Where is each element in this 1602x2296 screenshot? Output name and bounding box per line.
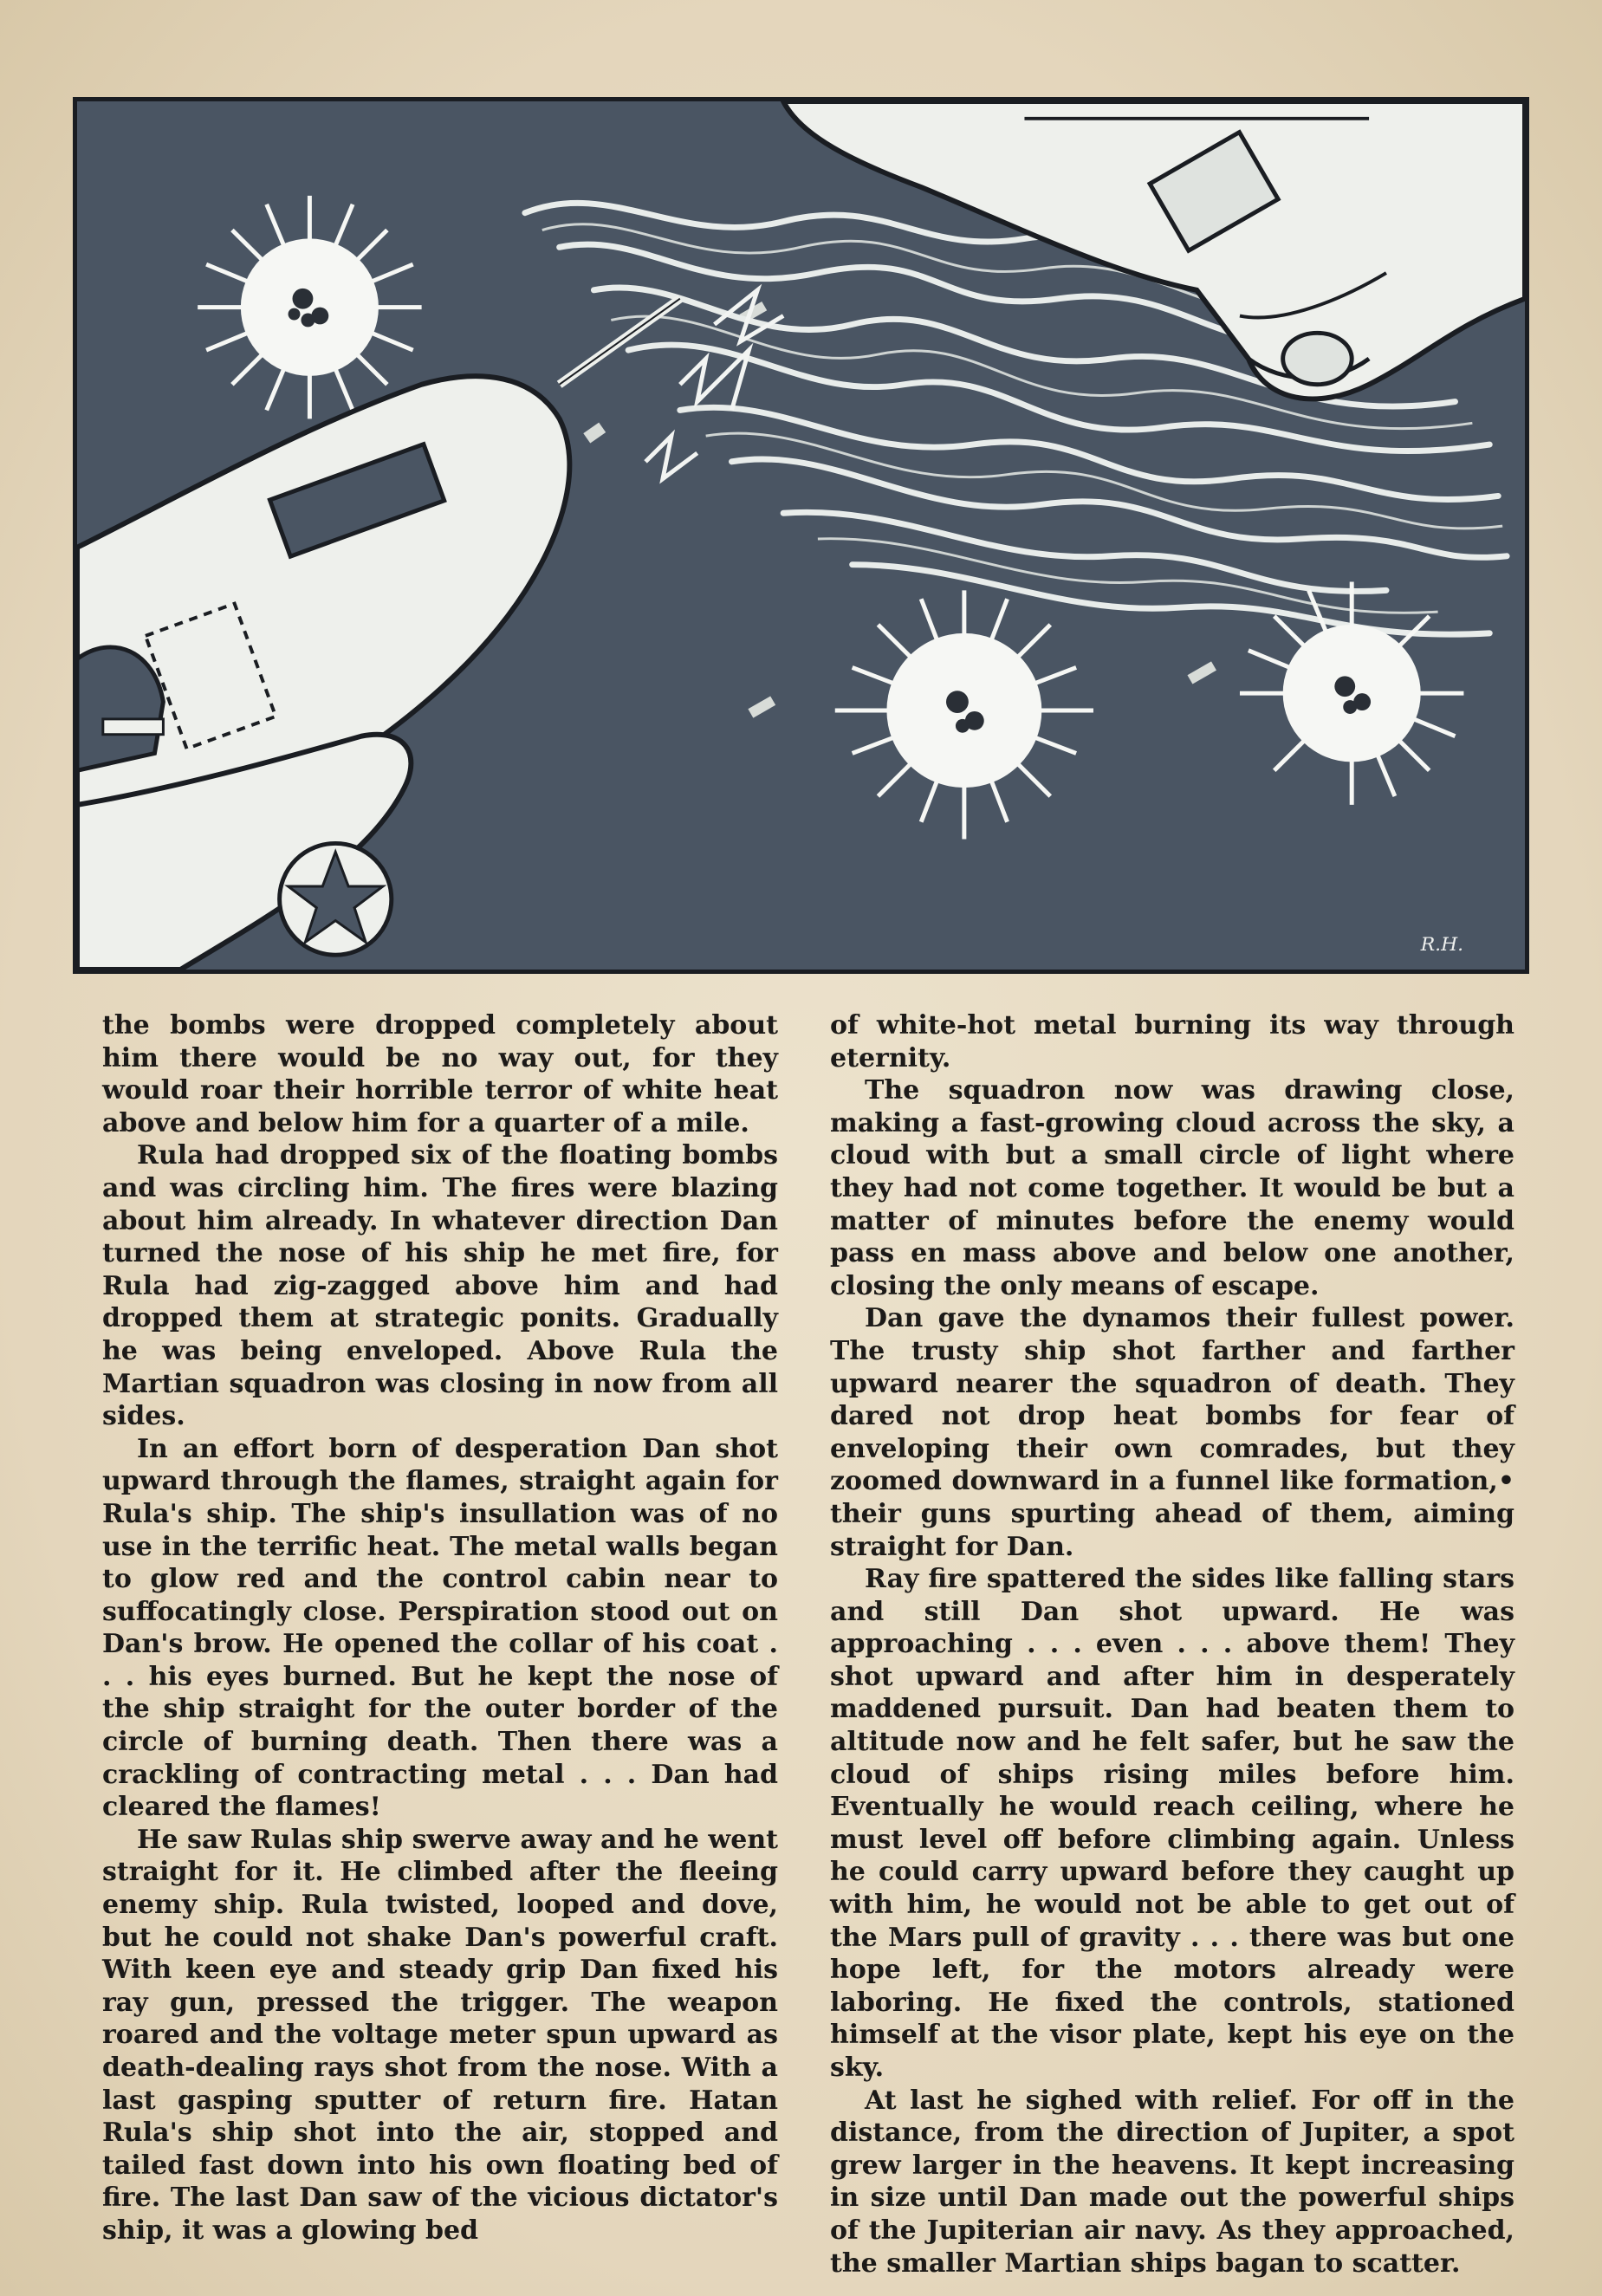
illustration-svg [77, 101, 1525, 970]
article-column-left [102, 1009, 778, 2247]
article-column-right [830, 1009, 1514, 2280]
paragraph: He saw Rulas ship swerve away and he went straight for it. He climbed after the fleeing enemy ship. Rula twisted, looped and dove, but he could not shake Dan's powerful craft. With keen eye and steady grip Dan fixed his ray gun, pressed the trigger. The weapon roared and the voltage meter spun upward as death-dealing rays shot from the nose. With a last gasping sputter of return fire. Hatan Rula's ship shot into the air, stopped and tailed fast down into his own floating bed of fire. The last Dan saw of the vicious dictator's ship, it was a glowing bed [102, 1824, 778, 2246]
paragraph: Rula had dropped six of the floating bombs and was circling him. The fires were blazing about him already. In whatever direction Dan turned the nose of his ship he met fire, for Rula had zig-zagged above him and had dropped them at strategic ponits. Gradually he was being enveloped. Above Rula the Martian squadron was closing in now from all sides. [102, 1140, 778, 1432]
paragraph: The squadron now was drawing close, making a fast-growing cloud across the sky, a cloud with but a small circle of light where they had not come together. It would be but a matter of minutes before the enemy would pass en mass above and below one another, closing the only means of escape. [830, 1075, 1514, 1301]
artist-signature: R.H. [1420, 934, 1464, 957]
paragraph: of white-hot metal burning its way through eternity. [830, 1010, 1514, 1073]
paragraph: Dan gave the dynamos their fullest power. The trusty ship shot farther and farther upward nearer the squadron of death. They dared not drop heat bombs for fear of enveloping their own comrades, but they zoomed downward in a funnel like formation,• their guns spurting ahead of them, aiming straight for Dan. [830, 1303, 1514, 1562]
illustration-spaceship-battle [73, 97, 1529, 974]
paragraph: Ray fire spattered the sides like falling stars and still Dan shot upward. He was approaching . . . even . . . above them! They shot upward and after him in desperately maddened pursuit. Dan had beaten them to altitude now and he felt safer, but he saw the cloud of ships rising miles before him. Eventually he would reach ceiling, where he must level off before climbing again. Unless he could carry upward before they caught up with him, he would not be able to get out of the Mars pull of gravity . . . there was but one hope left, for the motors already were laboring. He fixed the controls, stationed himself at the visor plate, kept his eye on the sky. [830, 1564, 1514, 2083]
paragraph: At last he sighed with relief. For off in the distance, from the direction of Jupiter, a spot grew larger in the heavens. It kept increasing in size until Dan made out the powerful ships of the Jupiterian air navy. As they approached, the smaller Martian ships bagan to scatter. [830, 2085, 1514, 2279]
paragraph: the bombs were dropped completely about him there would be no way out, for they would roar their horrible terror of white heat above and below him for a quarter of a mile. [102, 1010, 778, 1138]
paragraph: In an effort born of desperation Dan shot upward through the flames, straight again for Rula's ship. The ship's insullation was of no use in the terrific heat. The metal walls began to glow red and the control cabin near to suffocatingly close. Perspiration stood out on Dan's brow. He opened the collar of his coat . . . his eyes burned. But he kept the nose of the ship straight for the outer border of the circle of burning death. Then there was a crackling of contracting metal . . . Dan had cleared the flames! [102, 1433, 778, 1823]
